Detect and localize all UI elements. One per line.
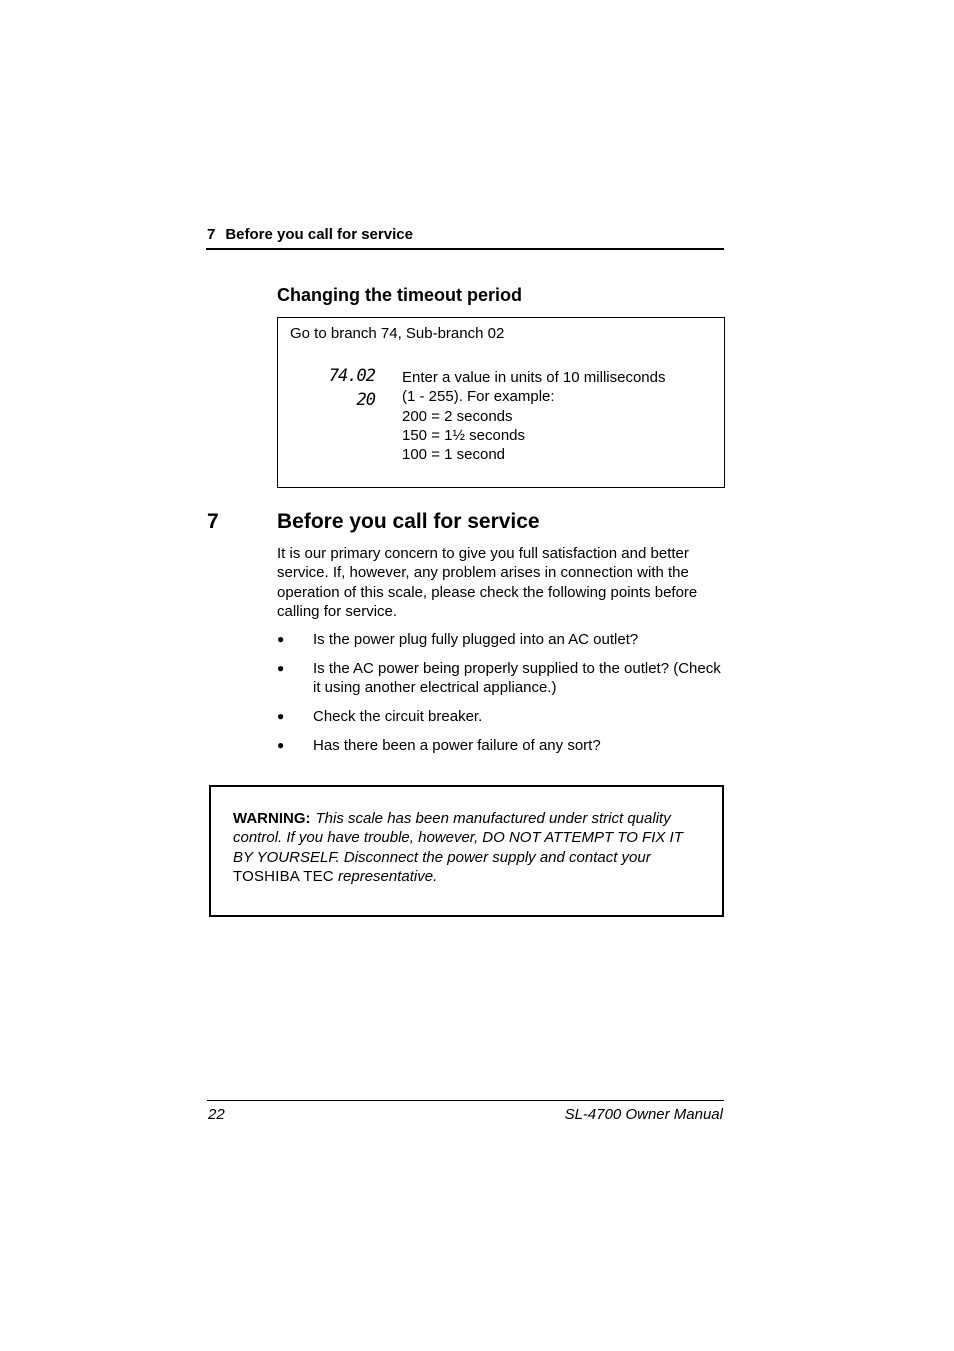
bullet-icon: ● <box>277 661 285 675</box>
manual-title: SL-4700 Owner Manual <box>564 1106 723 1123</box>
header-rule <box>206 248 724 250</box>
timeout-line: 150 = 1½ seconds <box>402 426 526 444</box>
bullet-icon: ● <box>277 632 285 646</box>
checklist-item-text: Check the circuit breaker. <box>313 708 483 725</box>
running-header <box>207 225 724 245</box>
warning-text <box>233 809 703 887</box>
lcd-display-value: 20 <box>356 390 375 410</box>
warning-body-end: representative. <box>338 868 438 886</box>
timeout-intro: Go to branch 74, Sub-branch 02 <box>290 325 505 342</box>
brand-name: TOSHIBA TEC <box>233 868 334 886</box>
timeout-line: 200 = 2 seconds <box>402 407 513 425</box>
checklist-item-text: Has there been a power failure of any sort? <box>313 737 601 754</box>
checklist-item <box>277 630 727 652</box>
bullet-icon: ● <box>277 709 285 723</box>
section-intro-paragraph: It is our primary concern to give you full satisfaction and better service. If, however, any problem arises in connection with the operation of this scale, please check the following points before calling for service. <box>277 545 698 621</box>
section-title: Before you call for service <box>277 510 540 533</box>
bullet-icon: ● <box>277 738 285 752</box>
checklist-item <box>277 736 727 758</box>
checklist-item-text: Is the power plug fully plugged into an AC outlet? <box>313 631 639 648</box>
section-number: 7 <box>207 510 219 533</box>
running-header-number: 7 <box>207 226 216 243</box>
lcd-display-branch: 74.02 <box>328 366 375 386</box>
running-header-title: Before you call for service <box>225 226 413 243</box>
timeout-heading: Changing the timeout period <box>277 285 522 305</box>
checklist-item <box>277 707 727 729</box>
timeout-line: Enter a value in units of 10 milliseconds <box>402 369 666 386</box>
warning-body: This scale has been manufactured under strict quality control. If you have trouble, however, DO NOT ATTEMPT TO FIX IT BY YOURSELF. Disconnect the power supply and contact your <box>233 810 683 866</box>
checklist-item <box>277 659 727 701</box>
warning-label: WARNING: <box>233 810 311 827</box>
timeout-description <box>402 368 665 464</box>
timeout-line: (1 - 255). For example: <box>402 388 555 406</box>
page-number: 22 <box>208 1106 225 1123</box>
checklist-item-text: Is the AC power being properly supplied to the outlet? (Check it using another electrical appliance.) <box>313 660 721 697</box>
timeout-line: 100 = 1 second <box>402 446 506 464</box>
footer-rule <box>207 1100 724 1101</box>
